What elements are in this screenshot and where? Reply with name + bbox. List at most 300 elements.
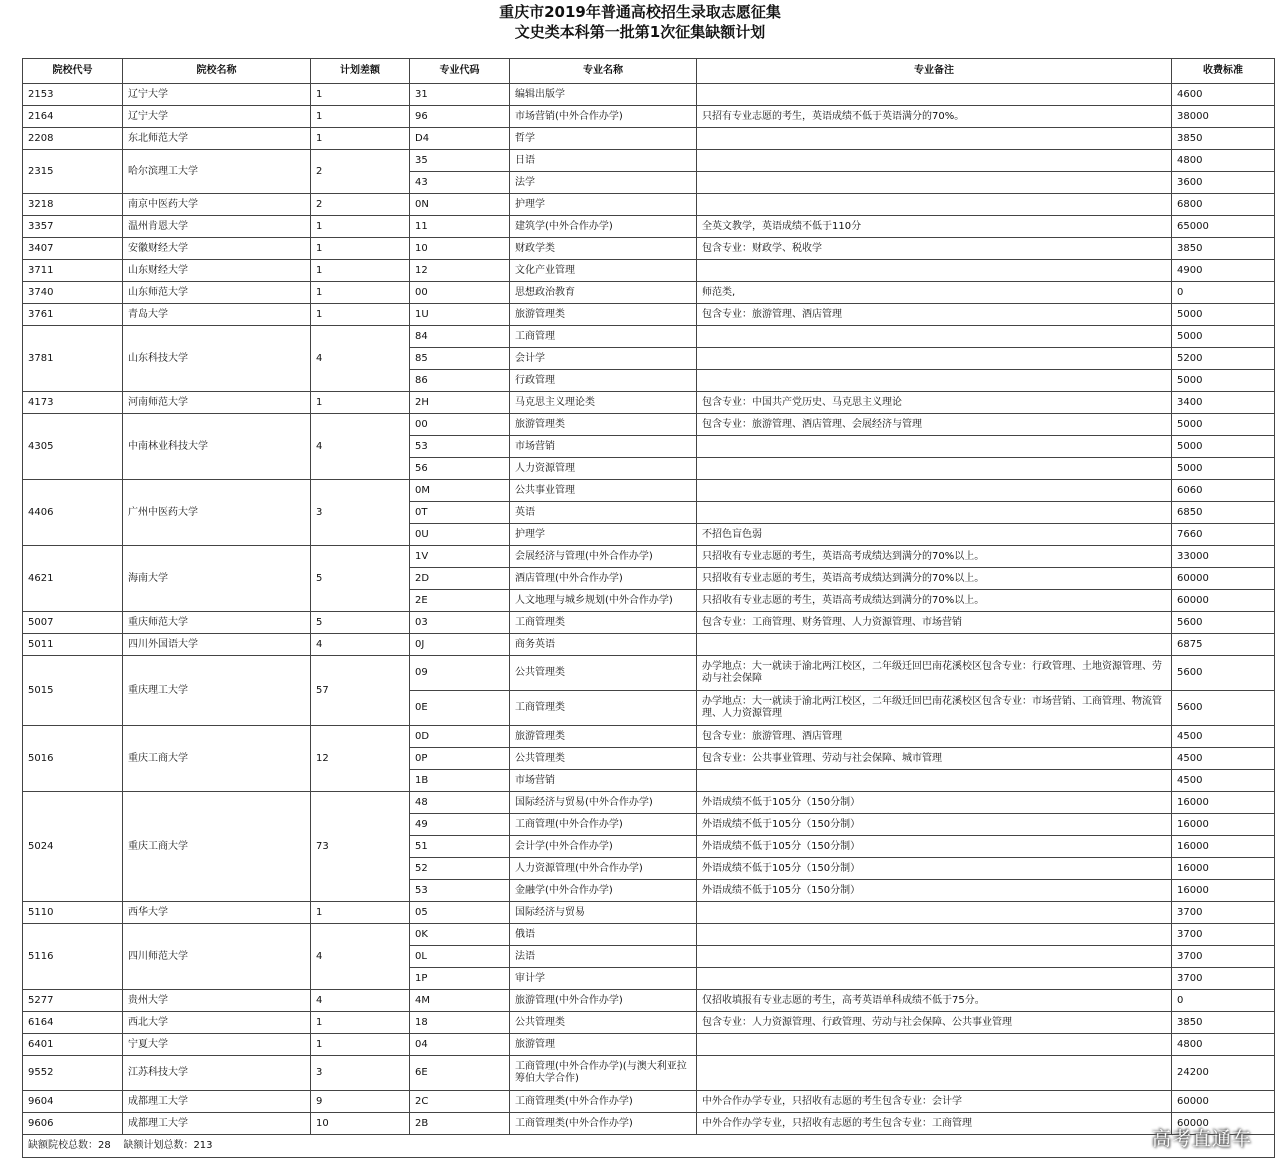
table-row xyxy=(23,1056,1275,1091)
table-row xyxy=(23,326,1275,348)
header-major-name: 专业名称 xyxy=(510,59,697,84)
major-name-cell: 公共事业管理 xyxy=(510,480,697,502)
fee-cell: 4500 xyxy=(1172,748,1275,770)
major-name-cell: 护理学 xyxy=(510,194,697,216)
major-note-cell: 包含专业：工商管理、财务管理、人力资源管理、市场营销 xyxy=(697,612,1172,634)
school-name-cell: 山东财经大学 xyxy=(123,260,311,282)
table-row xyxy=(23,634,1275,656)
header-major-note: 专业备注 xyxy=(697,59,1172,84)
major-name-cell: 市场营销 xyxy=(510,770,697,792)
major-name-cell: 建筑学(中外合作办学) xyxy=(510,216,697,238)
major-note-cell: 只招收有专业志愿的考生，英语高考成绩达到满分的70%以上。 xyxy=(697,568,1172,590)
table-row xyxy=(23,924,1275,946)
school-name-cell: 河南师范大学 xyxy=(123,392,311,414)
major-note-cell xyxy=(697,326,1172,348)
major-note-cell xyxy=(697,128,1172,150)
major-name-cell: 市场营销(中外合作办学) xyxy=(510,106,697,128)
table-row xyxy=(23,480,1275,502)
major-note-cell xyxy=(697,436,1172,458)
fee-cell: 4600 xyxy=(1172,84,1275,106)
school-code-cell: 5024 xyxy=(23,792,123,902)
school-code-cell: 3781 xyxy=(23,326,123,392)
major-code-cell: 53 xyxy=(410,436,510,458)
plan-gap-cell: 5 xyxy=(311,612,410,634)
fee-cell: 5000 xyxy=(1172,304,1275,326)
fee-cell: 6875 xyxy=(1172,634,1275,656)
major-name-cell: 人力资源管理(中外合作办学) xyxy=(510,858,697,880)
major-code-cell: 05 xyxy=(410,902,510,924)
major-name-cell: 工商管理类(中外合作办学) xyxy=(510,1113,697,1135)
table-row xyxy=(23,902,1275,924)
major-code-cell: 0U xyxy=(410,524,510,546)
major-code-cell: 2C xyxy=(410,1091,510,1113)
major-note-cell xyxy=(697,480,1172,502)
school-code-cell: 9604 xyxy=(23,1091,123,1113)
major-name-cell: 国际经济与贸易 xyxy=(510,902,697,924)
major-note-cell: 外语成绩不低于105分（150分制） xyxy=(697,836,1172,858)
fee-cell: 65000 xyxy=(1172,216,1275,238)
school-name-cell: 重庆理工大学 xyxy=(123,656,311,726)
major-note-cell: 外语成绩不低于105分（150分制） xyxy=(697,858,1172,880)
major-code-cell: 84 xyxy=(410,326,510,348)
major-code-cell: 51 xyxy=(410,836,510,858)
table-row xyxy=(23,282,1275,304)
major-note-cell: 外语成绩不低于105分（150分制） xyxy=(697,814,1172,836)
plan-gap-cell: 4 xyxy=(311,414,410,480)
plan-gap-cell: 1 xyxy=(311,304,410,326)
fee-cell: 4500 xyxy=(1172,770,1275,792)
watermark-text: 高考直通车 xyxy=(1151,1128,1252,1150)
school-name-cell: 中南林业科技大学 xyxy=(123,414,311,480)
major-name-cell: 旅游管理类 xyxy=(510,726,697,748)
major-name-cell: 护理学 xyxy=(510,524,697,546)
fee-cell: 3700 xyxy=(1172,902,1275,924)
plan-gap-cell: 2 xyxy=(311,194,410,216)
fee-cell: 3850 xyxy=(1172,128,1275,150)
major-note-cell xyxy=(697,150,1172,172)
table-row xyxy=(23,260,1275,282)
major-code-cell: 4M xyxy=(410,990,510,1012)
fee-cell: 6850 xyxy=(1172,502,1275,524)
plan-gap-cell: 1 xyxy=(311,1012,410,1034)
plan-gap-cell: 1 xyxy=(311,282,410,304)
major-name-cell: 会计学 xyxy=(510,348,697,370)
major-note-cell: 只招有专业志愿的考生，英语成绩不低于英语满分的70%。 xyxy=(697,106,1172,128)
table-row xyxy=(23,1091,1275,1113)
fee-cell: 5000 xyxy=(1172,414,1275,436)
major-name-cell: 日语 xyxy=(510,150,697,172)
major-name-cell: 法语 xyxy=(510,946,697,968)
school-code-cell: 6401 xyxy=(23,1034,123,1056)
plan-gap-cell: 1 xyxy=(311,84,410,106)
major-name-cell: 商务英语 xyxy=(510,634,697,656)
school-name-cell: 重庆师范大学 xyxy=(123,612,311,634)
school-name-cell: 广州中医药大学 xyxy=(123,480,311,546)
fee-cell: 4800 xyxy=(1172,1034,1275,1056)
major-code-cell: D4 xyxy=(410,128,510,150)
school-name-cell: 东北师范大学 xyxy=(123,128,311,150)
table-row xyxy=(23,150,1275,172)
school-name-cell: 温州肯恩大学 xyxy=(123,216,311,238)
fee-cell: 3700 xyxy=(1172,924,1275,946)
major-note-cell: 不招色盲色弱 xyxy=(697,524,1172,546)
major-note-cell xyxy=(697,502,1172,524)
major-code-cell: 48 xyxy=(410,792,510,814)
major-note-cell xyxy=(697,1034,1172,1056)
school-name-cell: 四川师范大学 xyxy=(123,924,311,990)
school-code-cell: 2164 xyxy=(23,106,123,128)
plan-gap-cell: 73 xyxy=(311,792,410,902)
major-name-cell: 工商管理类 xyxy=(510,691,697,726)
fee-cell: 3400 xyxy=(1172,392,1275,414)
major-code-cell: 0J xyxy=(410,634,510,656)
table-row xyxy=(23,612,1275,634)
major-name-cell: 财政学类 xyxy=(510,238,697,260)
major-note-cell xyxy=(697,194,1172,216)
fee-cell: 3850 xyxy=(1172,238,1275,260)
major-code-cell: 2D xyxy=(410,568,510,590)
major-name-cell: 旅游管理(中外合作办学) xyxy=(510,990,697,1012)
school-name-cell: 安徽财经大学 xyxy=(123,238,311,260)
plan-gap-cell: 9 xyxy=(311,1091,410,1113)
major-code-cell: 0L xyxy=(410,946,510,968)
table-row xyxy=(23,238,1275,260)
major-code-cell: 00 xyxy=(410,414,510,436)
school-code-cell: 3761 xyxy=(23,304,123,326)
major-note-cell: 包含专业：旅游管理、酒店管理 xyxy=(697,304,1172,326)
major-note-cell: 仅招收填报有专业志愿的考生，高考英语单科成绩不低于75分。 xyxy=(697,990,1172,1012)
major-name-cell: 酒店管理(中外合作办学) xyxy=(510,568,697,590)
table-row xyxy=(23,414,1275,436)
major-name-cell: 工商管理类 xyxy=(510,612,697,634)
major-note-cell: 办学地点：大一就读于渝北两江校区，二年级迁回巴南花溪校区包含专业：市场营销、工商管理、物流管理、人力资源管理 xyxy=(697,691,1172,726)
fee-cell: 60000 xyxy=(1172,568,1275,590)
page-subtitle: 文史类本科第一批第1次征集缺额计划 xyxy=(514,23,766,41)
header-school-code: 院校代号 xyxy=(23,59,123,84)
school-name-cell: 海南大学 xyxy=(123,546,311,612)
major-note-cell: 包含专业：中国共产党历史、马克思主义理论 xyxy=(697,392,1172,414)
major-code-cell: 0P xyxy=(410,748,510,770)
school-name-cell: 贵州大学 xyxy=(123,990,311,1012)
fee-cell: 33000 xyxy=(1172,546,1275,568)
school-code-cell: 5110 xyxy=(23,902,123,924)
major-code-cell: 0D xyxy=(410,726,510,748)
school-name-cell: 重庆工商大学 xyxy=(123,726,311,792)
major-note-cell: 只招收有专业志愿的考生，英语高考成绩达到满分的70%以上。 xyxy=(697,546,1172,568)
school-name-cell: 宁夏大学 xyxy=(123,1034,311,1056)
summary-text: 缺额院校总数：28 缺额计划总数：213 xyxy=(23,1135,1275,1158)
table-row xyxy=(23,546,1275,568)
school-name-cell: 南京中医药大学 xyxy=(123,194,311,216)
major-note-cell: 中外合作办学专业，只招收有志愿的考生包含专业：工商管理 xyxy=(697,1113,1172,1135)
summary-row xyxy=(23,1135,1275,1158)
school-name-cell: 四川外国语大学 xyxy=(123,634,311,656)
major-note-cell: 办学地点：大一就读于渝北两江校区，二年级迁回巴南花溪校区包含专业：行政管理、土地资源管理、劳动与社会保障 xyxy=(697,656,1172,691)
fee-cell: 5600 xyxy=(1172,656,1275,691)
major-note-cell: 中外合作办学专业，只招收有志愿的考生包含专业：会计学 xyxy=(697,1091,1172,1113)
table-row xyxy=(23,656,1275,691)
major-note-cell xyxy=(697,172,1172,194)
major-code-cell: 1P xyxy=(410,968,510,990)
major-note-cell: 包含专业：旅游管理、酒店管理、会展经济与管理 xyxy=(697,414,1172,436)
school-code-cell: 2208 xyxy=(23,128,123,150)
major-note-cell: 师范类, xyxy=(697,282,1172,304)
major-name-cell: 法学 xyxy=(510,172,697,194)
major-note-cell xyxy=(697,260,1172,282)
major-code-cell: 1B xyxy=(410,770,510,792)
major-code-cell: 12 xyxy=(410,260,510,282)
major-name-cell: 编辑出版学 xyxy=(510,84,697,106)
major-code-cell: 0T xyxy=(410,502,510,524)
major-name-cell: 马克思主义理论类 xyxy=(510,392,697,414)
major-name-cell: 公共管理类 xyxy=(510,1012,697,1034)
major-code-cell: 56 xyxy=(410,458,510,480)
school-code-cell: 5277 xyxy=(23,990,123,1012)
table-row xyxy=(23,84,1275,106)
major-code-cell: 1V xyxy=(410,546,510,568)
fee-cell: 5200 xyxy=(1172,348,1275,370)
major-note-cell: 全英文教学，英语成绩不低于110分 xyxy=(697,216,1172,238)
major-code-cell: 53 xyxy=(410,880,510,902)
major-note-cell xyxy=(697,370,1172,392)
school-name-cell: 青岛大学 xyxy=(123,304,311,326)
table-row xyxy=(23,106,1275,128)
major-code-cell: 96 xyxy=(410,106,510,128)
fee-cell: 5000 xyxy=(1172,458,1275,480)
fee-cell: 38000 xyxy=(1172,106,1275,128)
school-code-cell: 6164 xyxy=(23,1012,123,1034)
table-row xyxy=(23,726,1275,748)
table-row xyxy=(23,304,1275,326)
major-code-cell: 10 xyxy=(410,238,510,260)
school-name-cell: 山东科技大学 xyxy=(123,326,311,392)
major-code-cell: 35 xyxy=(410,150,510,172)
plan-gap-cell: 1 xyxy=(311,902,410,924)
major-code-cell: 04 xyxy=(410,1034,510,1056)
major-name-cell: 会展经济与管理(中外合作办学) xyxy=(510,546,697,568)
school-name-cell: 西北大学 xyxy=(123,1012,311,1034)
fee-cell: 5000 xyxy=(1172,326,1275,348)
major-code-cell: 09 xyxy=(410,656,510,691)
plan-gap-cell: 4 xyxy=(311,924,410,990)
table-row xyxy=(23,194,1275,216)
school-code-cell: 3711 xyxy=(23,260,123,282)
vacancy-plan-table xyxy=(22,58,1275,1158)
table-row xyxy=(23,392,1275,414)
major-note-cell: 包含专业：公共事业管理、劳动与社会保障、城市管理 xyxy=(697,748,1172,770)
fee-cell: 5000 xyxy=(1172,436,1275,458)
fee-cell: 7660 xyxy=(1172,524,1275,546)
school-code-cell: 5116 xyxy=(23,924,123,990)
major-code-cell: 31 xyxy=(410,84,510,106)
major-code-cell: 0M xyxy=(410,480,510,502)
major-name-cell: 英语 xyxy=(510,502,697,524)
major-code-cell: 2B xyxy=(410,1113,510,1135)
major-name-cell: 旅游管理类 xyxy=(510,414,697,436)
major-note-cell xyxy=(697,84,1172,106)
school-code-cell: 5007 xyxy=(23,612,123,634)
plan-gap-cell: 4 xyxy=(311,634,410,656)
major-name-cell: 文化产业管理 xyxy=(510,260,697,282)
school-code-cell: 4305 xyxy=(23,414,123,480)
plan-gap-cell: 1 xyxy=(311,1034,410,1056)
major-name-cell: 思想政治教育 xyxy=(510,282,697,304)
major-name-cell: 旅游管理类 xyxy=(510,304,697,326)
fee-cell: 6060 xyxy=(1172,480,1275,502)
major-code-cell: 0K xyxy=(410,924,510,946)
major-code-cell: 49 xyxy=(410,814,510,836)
major-code-cell: 43 xyxy=(410,172,510,194)
plan-gap-cell: 1 xyxy=(311,128,410,150)
major-name-cell: 旅游管理 xyxy=(510,1034,697,1056)
major-name-cell: 会计学(中外合作办学) xyxy=(510,836,697,858)
major-code-cell: 00 xyxy=(410,282,510,304)
major-note-cell xyxy=(697,946,1172,968)
school-name-cell: 重庆工商大学 xyxy=(123,792,311,902)
header-school-name: 院校名称 xyxy=(123,59,311,84)
school-name-cell: 西华大学 xyxy=(123,902,311,924)
major-note-cell: 外语成绩不低于105分（150分制） xyxy=(697,792,1172,814)
fee-cell: 3600 xyxy=(1172,172,1275,194)
plan-gap-cell: 1 xyxy=(311,216,410,238)
fee-cell: 5600 xyxy=(1172,691,1275,726)
fee-cell: 60000 xyxy=(1172,590,1275,612)
major-note-cell xyxy=(697,924,1172,946)
table-row xyxy=(23,1113,1275,1135)
major-note-cell: 包含专业：人力资源管理、行政管理、劳动与社会保障、公共事业管理 xyxy=(697,1012,1172,1034)
school-code-cell: 4621 xyxy=(23,546,123,612)
table-body xyxy=(23,84,1275,1135)
plan-gap-cell: 4 xyxy=(311,326,410,392)
major-name-cell: 工商管理 xyxy=(510,326,697,348)
plan-gap-cell: 12 xyxy=(311,726,410,792)
fee-cell: 16000 xyxy=(1172,792,1275,814)
school-name-cell: 成都理工大学 xyxy=(123,1113,311,1135)
school-code-cell: 3740 xyxy=(23,282,123,304)
plan-gap-cell: 10 xyxy=(311,1113,410,1135)
major-code-cell: 1U xyxy=(410,304,510,326)
major-code-cell: 11 xyxy=(410,216,510,238)
fee-cell: 4900 xyxy=(1172,260,1275,282)
major-note-cell xyxy=(697,902,1172,924)
major-note-cell: 包含专业：财政学、税收学 xyxy=(697,238,1172,260)
major-code-cell: 6E xyxy=(410,1056,510,1091)
major-note-cell xyxy=(697,770,1172,792)
major-code-cell: 0N xyxy=(410,194,510,216)
fee-cell: 4500 xyxy=(1172,726,1275,748)
fee-cell: 3700 xyxy=(1172,968,1275,990)
fee-cell: 16000 xyxy=(1172,836,1275,858)
major-code-cell: 0E xyxy=(410,691,510,726)
major-note-cell: 外语成绩不低于105分（150分制） xyxy=(697,880,1172,902)
major-name-cell: 金融学(中外合作办学) xyxy=(510,880,697,902)
school-code-cell: 3407 xyxy=(23,238,123,260)
major-name-cell: 人文地理与城乡规划(中外合作办学) xyxy=(510,590,697,612)
major-name-cell: 哲学 xyxy=(510,128,697,150)
major-name-cell: 俄语 xyxy=(510,924,697,946)
school-code-cell: 3357 xyxy=(23,216,123,238)
table-row xyxy=(23,128,1275,150)
fee-cell: 5600 xyxy=(1172,612,1275,634)
major-note-cell xyxy=(697,968,1172,990)
plan-gap-cell: 1 xyxy=(311,392,410,414)
header-plan-gap: 计划差额 xyxy=(311,59,410,84)
plan-gap-cell: 3 xyxy=(311,1056,410,1091)
major-note-cell: 包含专业：旅游管理、酒店管理 xyxy=(697,726,1172,748)
school-code-cell: 9552 xyxy=(23,1056,123,1091)
plan-gap-cell: 1 xyxy=(311,238,410,260)
school-code-cell: 9606 xyxy=(23,1113,123,1135)
school-name-cell: 江苏科技大学 xyxy=(123,1056,311,1091)
major-code-cell: 86 xyxy=(410,370,510,392)
major-name-cell: 工商管理(中外合作办学) xyxy=(510,814,697,836)
major-note-cell xyxy=(697,458,1172,480)
major-code-cell: 2H xyxy=(410,392,510,414)
major-name-cell: 市场营销 xyxy=(510,436,697,458)
header-fee: 收费标准 xyxy=(1172,59,1275,84)
school-code-cell: 5015 xyxy=(23,656,123,726)
school-code-cell: 2315 xyxy=(23,150,123,194)
fee-cell: 3700 xyxy=(1172,946,1275,968)
major-note-cell xyxy=(697,348,1172,370)
school-code-cell: 3218 xyxy=(23,194,123,216)
plan-gap-cell: 1 xyxy=(311,260,410,282)
school-name-cell: 辽宁大学 xyxy=(123,106,311,128)
major-name-cell: 人力资源管理 xyxy=(510,458,697,480)
school-name-cell: 辽宁大学 xyxy=(123,84,311,106)
header-major-code: 专业代码 xyxy=(410,59,510,84)
plan-gap-cell: 4 xyxy=(311,990,410,1012)
fee-cell: 60000 xyxy=(1172,1113,1275,1135)
major-note-cell xyxy=(697,1056,1172,1091)
school-name-cell: 山东师范大学 xyxy=(123,282,311,304)
major-name-cell: 审计学 xyxy=(510,968,697,990)
major-note-cell: 只招收有专业志愿的考生，英语高考成绩达到满分的70%以上。 xyxy=(697,590,1172,612)
fee-cell: 60000 xyxy=(1172,1091,1275,1113)
major-note-cell xyxy=(697,634,1172,656)
plan-gap-cell: 3 xyxy=(311,480,410,546)
header-row xyxy=(23,59,1275,84)
major-code-cell: 18 xyxy=(410,1012,510,1034)
fee-cell: 0 xyxy=(1172,282,1275,304)
major-code-cell: 03 xyxy=(410,612,510,634)
school-code-cell: 2153 xyxy=(23,84,123,106)
fee-cell: 16000 xyxy=(1172,880,1275,902)
major-name-cell: 行政管理 xyxy=(510,370,697,392)
major-code-cell: 52 xyxy=(410,858,510,880)
plan-gap-cell: 1 xyxy=(311,106,410,128)
major-name-cell: 工商管理类(中外合作办学) xyxy=(510,1091,697,1113)
school-code-cell: 5016 xyxy=(23,726,123,792)
school-code-cell: 4173 xyxy=(23,392,123,414)
school-code-cell: 4406 xyxy=(23,480,123,546)
school-code-cell: 5011 xyxy=(23,634,123,656)
school-name-cell: 哈尔滨理工大学 xyxy=(123,150,311,194)
fee-cell: 3850 xyxy=(1172,1012,1275,1034)
fee-cell: 16000 xyxy=(1172,814,1275,836)
major-name-cell: 公共管理类 xyxy=(510,656,697,691)
table-row xyxy=(23,990,1275,1012)
table-row xyxy=(23,1034,1275,1056)
fee-cell: 4800 xyxy=(1172,150,1275,172)
fee-cell: 5000 xyxy=(1172,370,1275,392)
plan-gap-cell: 57 xyxy=(311,656,410,726)
major-code-cell: 85 xyxy=(410,348,510,370)
major-name-cell: 公共管理类 xyxy=(510,748,697,770)
major-name-cell: 国际经济与贸易(中外合作办学) xyxy=(510,792,697,814)
plan-gap-cell: 5 xyxy=(311,546,410,612)
fee-cell: 0 xyxy=(1172,990,1275,1012)
